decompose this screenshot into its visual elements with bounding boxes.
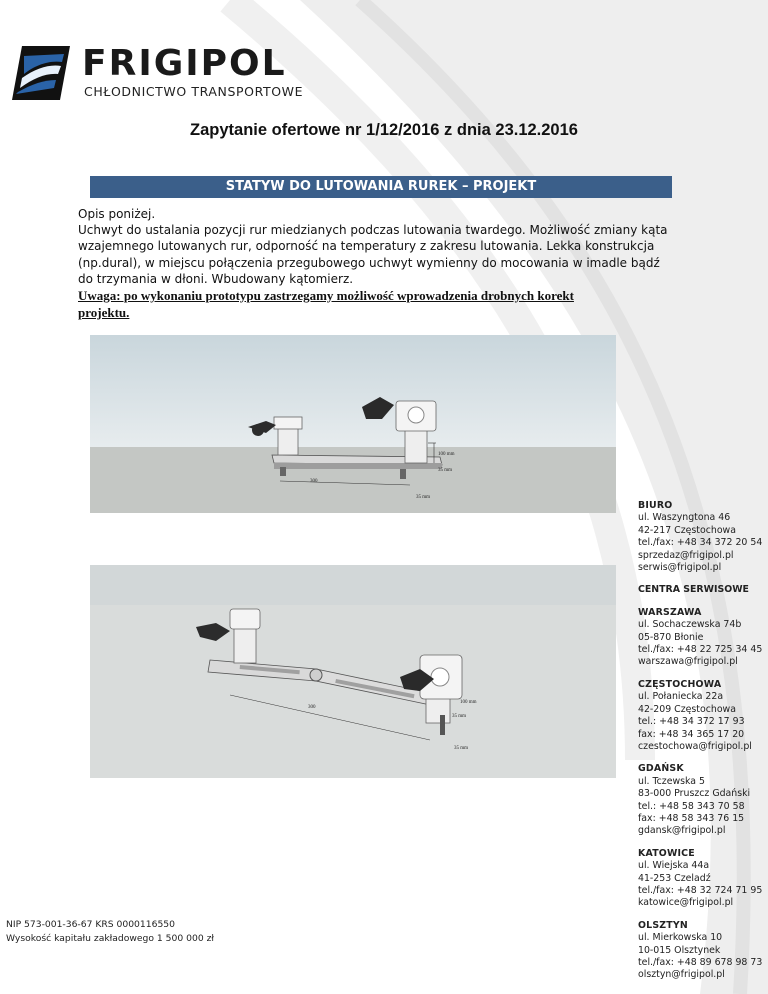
gdansk-heading: GDAŃSK xyxy=(638,763,684,775)
contact-email[interactable]: sprzedaz@frigipol.pl xyxy=(638,549,734,561)
contact-email[interactable]: gdansk@frigipol.pl xyxy=(638,825,726,837)
dim-height-label: 100 mm xyxy=(460,700,477,705)
contact-line: 10-015 Olsztynek xyxy=(638,944,721,956)
contact-line: 83-000 Pruszcz Gdański xyxy=(638,788,751,800)
document-title: Zapytanie ofertowe nr 1/12/2016 z dnia 23.12.2016 xyxy=(190,121,578,139)
render-perspective-view xyxy=(90,565,616,778)
czestochowa-heading: CZĘSTOCHOWA xyxy=(638,678,722,690)
contact-line: 41-253 Czeladź xyxy=(638,872,711,884)
contact-line: fax: +48 58 343 76 15 xyxy=(638,812,745,824)
contact-line: tel./fax: +48 22 725 34 45 xyxy=(638,644,763,656)
note-text: Uwaga: po wykonaniu prototypu zastrzegamy możliwość wprowadzenia drobnych korekt projektu. xyxy=(78,288,574,321)
contact-line: tel./fax: +48 34 372 20 54 xyxy=(638,537,763,549)
contact-line: fax: +48 34 365 17 20 xyxy=(638,728,745,740)
contact-email[interactable]: warszawa@frigipol.pl xyxy=(638,656,738,668)
logo-mark-icon xyxy=(8,44,74,102)
brand-name: FRIGIPOL xyxy=(82,43,287,84)
dim-height-label: 100 mm xyxy=(438,452,455,457)
description-paragraph: Uchwyt do ustalania pozycji rur miedzianych podczas lutowania twardego. Możliwość zmiany kąta wzajemnego lutowanych rur, odporność na temperatury z zakresu lutowania. Lekka konstrukcja (np.dural), w miejscu połączenia przegubowego uchwyt wymienny do mocowania w imadle bądź do trzymania w dłoni. Wbudowany kątomierz. xyxy=(78,223,668,286)
contact-line: ul. Mierkowska 10 xyxy=(638,932,723,944)
section-banner: STATYW DO LUTOWANIA RUREK – PROJEKT xyxy=(90,176,672,198)
dim-base-label: 35 mm xyxy=(454,746,469,751)
warszawa-heading: WARSZAWA xyxy=(638,606,702,618)
contact-line: 05-870 Błonie xyxy=(638,631,704,643)
dim-base-label: 35 mm xyxy=(416,495,431,500)
dim-length-label: 300 xyxy=(308,705,316,710)
biuro-heading: BIURO xyxy=(638,500,673,511)
company-logo xyxy=(8,44,308,104)
dim-offset-label: 35 mm xyxy=(438,468,453,473)
contact-line: ul. Tczewska 5 xyxy=(638,775,705,787)
contact-line: tel./fax: +48 32 724 71 95 xyxy=(638,884,763,896)
contact-email[interactable]: czestochowa@frigipol.pl xyxy=(638,740,752,752)
brand-tagline: CHŁODNICTWO TRANSPORTOWE xyxy=(84,84,304,99)
contact-line: 42-217 Częstochowa xyxy=(638,524,736,536)
contact-line: tel./fax: +48 89 678 98 73 xyxy=(638,957,763,968)
katowice-heading: KATOWICE xyxy=(638,847,695,859)
dim-length-label: 300 xyxy=(310,479,318,484)
footer-nip: NIP 573-001-36-67 KRS 0000116550 xyxy=(6,919,175,930)
render-side-view xyxy=(90,335,616,513)
contact-email[interactable]: serwis@frigipol.pl xyxy=(638,562,722,574)
contact-line: ul. Połaniecka 22a xyxy=(638,691,724,703)
description-block xyxy=(78,206,678,321)
contact-line: ul. Waszyngtona 46 xyxy=(638,512,731,524)
company-footer xyxy=(6,918,214,946)
contact-line: ul. Wiejska 44a xyxy=(638,860,710,872)
intro-text: Opis poniżej. xyxy=(78,207,156,221)
contact-line: 42-209 Częstochowa xyxy=(638,703,736,715)
contact-email[interactable]: olsztyn@frigipol.pl xyxy=(638,969,725,981)
centra-heading: CENTRA SERWISOWE xyxy=(638,584,749,596)
contact-line: tel.: +48 58 343 70 58 xyxy=(638,800,745,812)
contact-email[interactable]: katowice@frigipol.pl xyxy=(638,897,734,909)
contacts-sidebar xyxy=(638,500,768,982)
footer-capital: Wysokość kapitału zakładowego 1 500 000 zł xyxy=(6,933,215,944)
contact-line: tel.: +48 34 372 17 93 xyxy=(638,716,745,728)
dim-offset-label: 35 mm xyxy=(452,714,467,719)
olsztyn-heading: OLSZTYN xyxy=(638,919,688,931)
contact-line: ul. Sochaczewska 74b xyxy=(638,619,742,631)
